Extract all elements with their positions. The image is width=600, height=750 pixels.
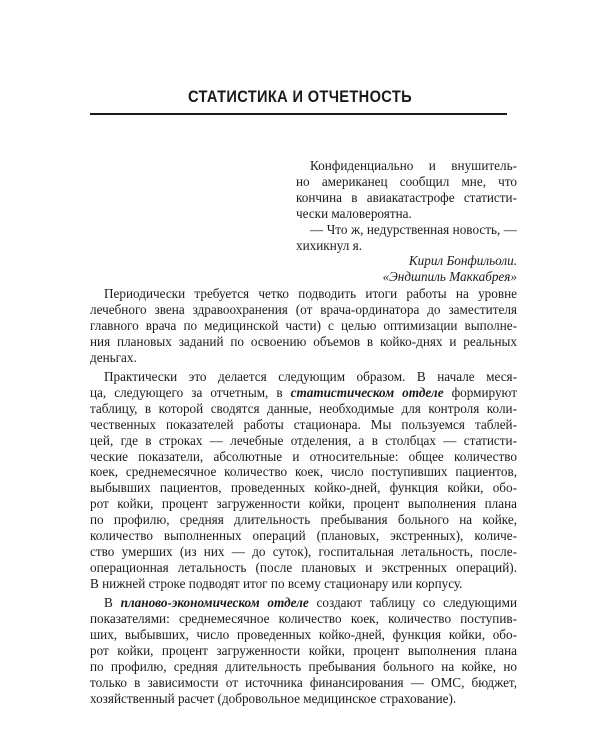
- paragraph-line: по профилю, средняя длительность пребывания больного на койке,: [90, 512, 517, 528]
- paragraph-line: хозяйственный расчет (добровольное медицинское страхование).: [90, 690, 457, 706]
- paragraph-line: чественных показателей работы стационара. Мы пользуемся таблей-: [90, 416, 517, 432]
- paragraph-line: [90, 595, 517, 611]
- epigraph-author: Кирил Бонфильоли.: [408, 253, 517, 269]
- title-underline-rule: [90, 113, 507, 115]
- paragraph-line: только в зависимости от источника финансирования — ОМС, бюджет,: [90, 674, 517, 690]
- paragraph-line: В нижней строке подводят итог по всему стационару или корпусу.: [90, 576, 463, 592]
- epigraph-line: но американец сообщил мне, что: [296, 173, 517, 189]
- paragraph-line: операционная летальность (после плановых и экстренных операций).: [90, 560, 517, 576]
- chapter-title: СТАТИСТИКА И ОТЧЕТНОСТЬ: [188, 87, 412, 106]
- epigraph-line: кончина в авиакатастрофе статисти-: [296, 189, 517, 205]
- paragraph-line: цей, где в строках — лечебные отделения, а в столбцах — статисти-: [90, 432, 517, 448]
- paragraph-line: Периодически требуется четко подводить итоги работы на уровне: [104, 286, 517, 301]
- epigraph-source: «Эндшпиль Маккабрея»: [382, 269, 517, 285]
- emphasized-term: планово-экономическом отделе: [120, 595, 309, 611]
- paragraph-line: Практически это делается следующим образом. В начале меся-: [104, 368, 517, 384]
- paragraph-line: таблицу, в которой сводятся данные, необходимые для контроля коли-: [90, 400, 517, 416]
- paragraph-line: рот койки, процент загруженности койки, процент выполнения плана: [90, 642, 517, 658]
- paragraph-line: ния плановых заданий по освоению объемов в койко-днях и реальных: [90, 333, 517, 349]
- paragraph-line: по профилю, средняя длительность пребывания больного на койке, но: [90, 658, 517, 674]
- epigraph-line: Конфиденциально и внушитель-: [310, 158, 517, 173]
- epigraph-line: чески маловероятна.: [296, 205, 412, 221]
- paragraph-line: ших, выбывших, число проведенных койко-дней, функция койки, обо-: [90, 627, 517, 643]
- emphasized-term: статистическом отделе: [290, 384, 444, 400]
- paragraph-line: выбывших пациентов, проведенных койко-дней, функция койки, обо-: [90, 480, 517, 496]
- paragraph-line: рот койки, процент загруженности койки, процент выполнения плана: [90, 496, 517, 512]
- paragraph-line: лечебного звена здравоохранения (от врача-ординатора до заместителя: [90, 301, 517, 317]
- epigraph: [296, 158, 517, 285]
- text-run: формируют: [443, 384, 517, 400]
- paragraph-line: ческие показатели, абсолютные и относительные: общее количество: [90, 448, 517, 464]
- text-run: В: [104, 595, 121, 611]
- epigraph-line: — Что ж, недурственная новость, —: [310, 221, 517, 237]
- paragraph-line: ство умерших (из них — до суток), госпитальная летальность, после-: [90, 544, 517, 560]
- text-run: ца, следующего за отчетным, в: [90, 384, 291, 400]
- text-run: создают таблицу со следующими: [308, 595, 518, 611]
- epigraph-line: хихикнул я.: [296, 237, 363, 253]
- paragraph-line: [90, 385, 517, 401]
- paragraph-line: главного врача по медицинской части) с целью оптимизации выполне-: [90, 317, 517, 333]
- paragraph-line: деньгах.: [90, 349, 137, 365]
- paragraph-line: количество выполненных операций (плановых, экстренных), количе-: [90, 528, 517, 544]
- body-text: [90, 286, 517, 707]
- paragraph-line: коек, среднемесячное количество коек, число поступивших пациентов,: [90, 464, 517, 480]
- paragraph-line: показателями: среднемесячное количество коек, количество поступив-: [90, 611, 517, 627]
